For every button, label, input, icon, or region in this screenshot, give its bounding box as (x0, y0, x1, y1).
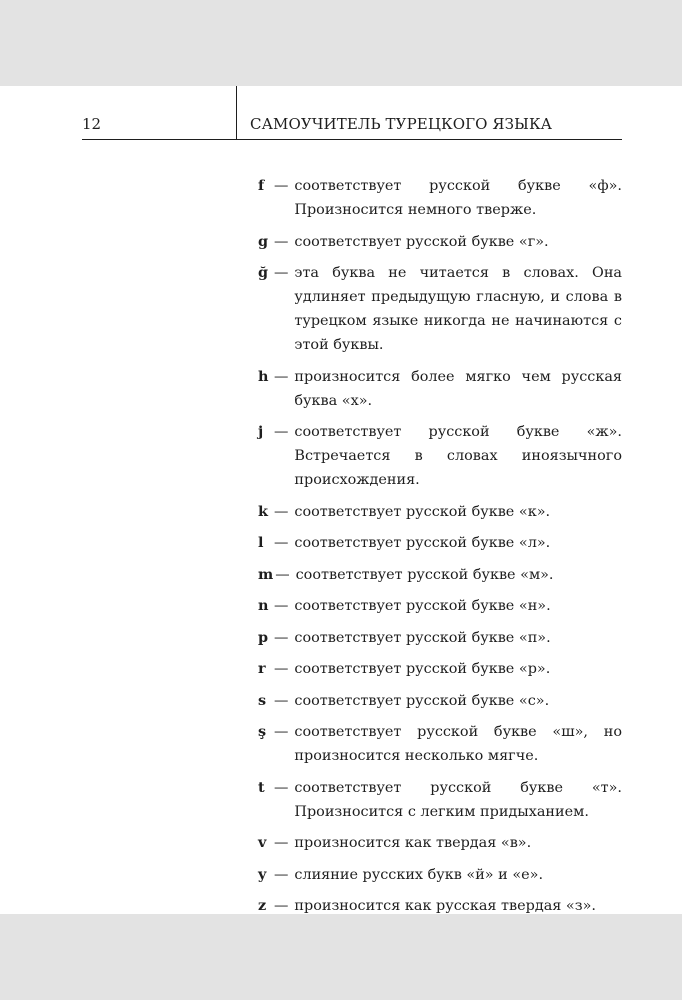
letter-entry-p (258, 626, 622, 650)
letter-list (258, 174, 622, 926)
entry-dash: — (274, 598, 289, 614)
entry-dash: — (274, 661, 289, 677)
entry-description: произносится как русская твердая «з». (294, 898, 596, 914)
entry-dash: — (274, 233, 289, 250)
entry-description: соответствует русской букве «т». Произносится с легким придыханием. (294, 779, 622, 820)
entry-description: соответствует русской букве «ж». Встречается в словах иноязычного происхождения. (294, 424, 622, 488)
entry-description: соответствует русской букве «ш», но произносится несколько мягче. (294, 724, 622, 764)
entry-description: соответствует русской букве «ф». Произносится немного тверже. (294, 178, 622, 218)
letter-entry-g (258, 230, 622, 254)
entry-letter: f (258, 177, 265, 194)
entry-letter: h (258, 367, 269, 385)
header-divider (236, 86, 237, 139)
entry-letter: k (258, 502, 268, 520)
entry-letter: n (258, 597, 269, 614)
entry-letter: z (258, 897, 267, 914)
entry-description: соответствует русской букве «п». (294, 629, 551, 646)
letter-entry-z (258, 894, 622, 918)
letter-entry-y (258, 863, 622, 887)
entry-letter: g (258, 232, 269, 250)
entry-dash: — (274, 368, 289, 385)
entry-dash: — (274, 866, 289, 883)
running-title: САМОУЧИТЕЛЬ ТУРЕЦКОГО ЯЗЫКА (250, 115, 553, 133)
entry-dash: — (274, 779, 289, 796)
entry-dash: — (274, 629, 289, 646)
entry-description: соответствует русской букве «г». (294, 233, 549, 250)
entry-dash: — (275, 566, 290, 583)
letter-entry-k (258, 500, 622, 524)
entry-letter: ğ (258, 264, 269, 281)
entry-description: соответствует русской букве «с». (294, 692, 550, 709)
entry-description: соответствует русской букве «л». (294, 535, 551, 551)
entry-dash: — (274, 178, 289, 194)
entry-letter: s (258, 691, 267, 709)
letter-entry-h (258, 365, 622, 413)
entry-dash: — (274, 265, 289, 281)
letter-entry-m (258, 563, 622, 587)
entry-letter: r (258, 660, 266, 677)
entry-dash: — (274, 424, 289, 440)
letter-entry-g-breve (258, 261, 622, 357)
entry-description: соответствует русской букве «р». (294, 661, 551, 677)
entry-letter: j (258, 423, 264, 440)
entry-dash: — (274, 535, 289, 551)
entry-letter: l (258, 534, 264, 551)
entry-description: произносится как твердая «в». (294, 835, 532, 851)
letter-entry-n (258, 594, 622, 618)
letter-entry-j (258, 420, 622, 492)
letter-entry-t (258, 776, 622, 824)
letter-entry-f (258, 174, 622, 222)
entry-dash: — (274, 503, 289, 520)
entry-dash: — (274, 724, 289, 740)
entry-letter: y (258, 865, 267, 883)
entry-letter: m (258, 565, 274, 583)
book-page (0, 86, 682, 914)
letter-entry-s (258, 689, 622, 713)
entry-description: эта буква не читается в словах. Она удлиняет предыдущую гласную, и слова в турецком языке никогда не начинаются с этой буквы. (294, 265, 622, 353)
page-header (82, 86, 622, 140)
entry-description: слияние русских букв «й» и «е». (294, 866, 544, 883)
entry-letter: ş (258, 723, 267, 740)
entry-dash: — (274, 692, 289, 709)
page-number: 12 (82, 115, 102, 133)
entry-dash: — (274, 898, 289, 914)
entry-letter: p (258, 628, 269, 646)
entry-description: соответствует русской букве «м». (295, 566, 554, 583)
letter-entry-l (258, 531, 622, 555)
entry-description: произносится более мягко чем русская буква «х». (294, 368, 622, 409)
entry-letter: v (258, 834, 267, 851)
letter-entry-s-cedilla (258, 720, 622, 768)
entry-description: соответствует русской букве «н». (294, 598, 551, 614)
entry-description: соответствует русской букве «к». (294, 503, 551, 520)
entry-dash: — (274, 835, 289, 851)
letter-entry-v (258, 831, 622, 855)
entry-letter: t (258, 778, 265, 796)
letter-entry-r (258, 657, 622, 681)
